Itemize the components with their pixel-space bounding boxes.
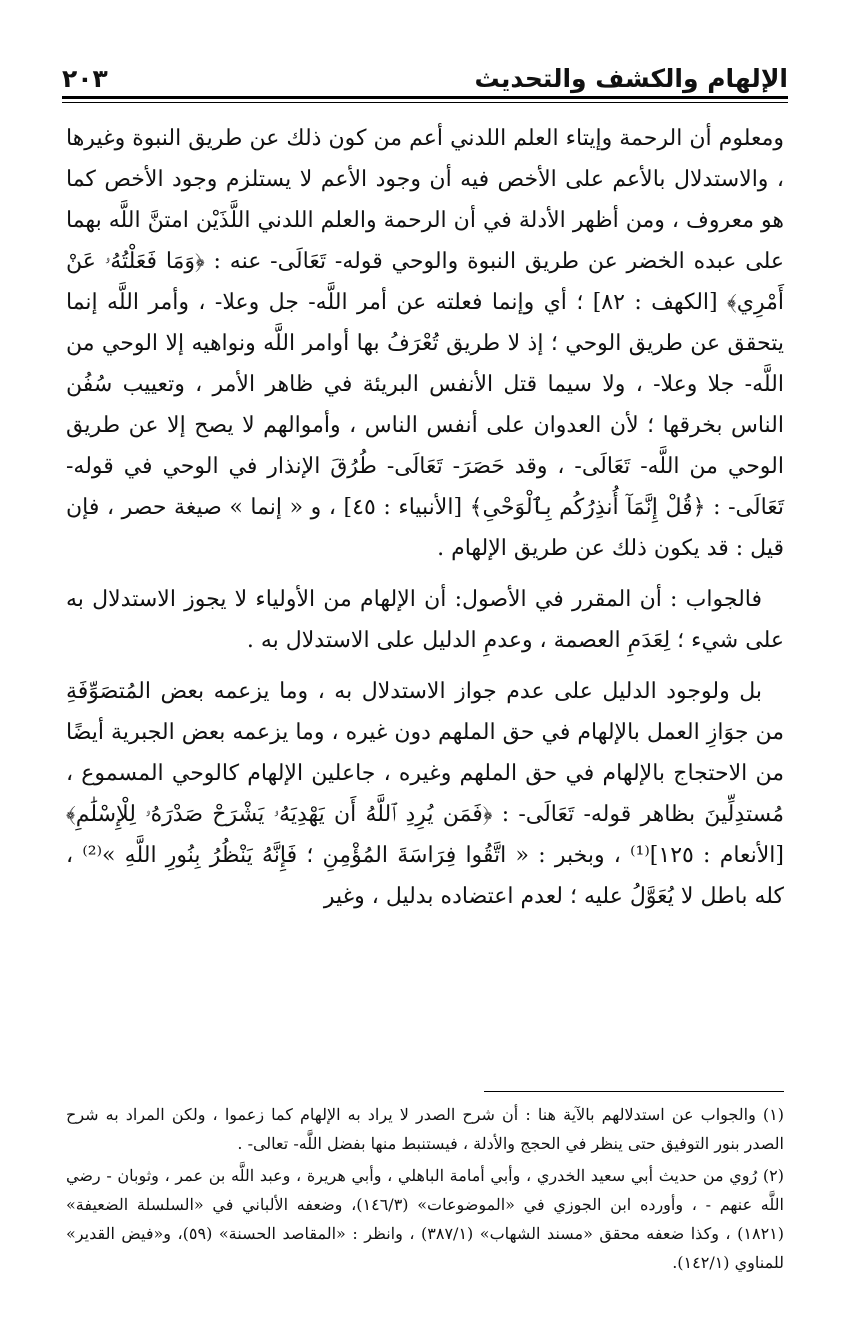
footnote-1: (١) والجواب عن استدلالهم بالآية هنا : أن شرح الصدر لا يراد به الإلهام كما زعموا ، ولكن المراد به شرح الصدر بنور التوفيق حتى ينظر في الحجج والأدلة ، فيستنبط منها بفضل اللَّه- تعالى- .: [66, 1105, 784, 1153]
paragraph-3: بل ولوجود الدليل على عدم جواز الاستدلال به ، وما يزعمه بعض المُتصَوِّفَةِ من جوَازِ العمل بالإلهام في حق الملهم دون غيره ، وما يزعمه بعض الجبرية أيضًا من الاحتجاج بالإلهام في حق الملهم وغيره ، جاعلين الإلهام كالوحي المسموع ، مُستدِلِّينَ بظاهر قوله- تَعَالَى- : ﴿فَمَن يُرِدِ ٱللَّهُ أَن يَهْدِيَهُۥ يَشْرَحْ صَدْرَهُۥ لِلْإِسْلَٰمِ﴾ [الأنعام : ١٢٥]⁽¹⁾ ، وبخبر : « اتَّقُوا فِرَاسَةَ المُؤْمِنِ ؛ فَإِنَّهُ يَنْظُرُ بِنُورِ اللَّهِ »⁽²⁾ ، كله باطل لا يُعَوَّلُ عليه ؛ لعدم اعتضاده بدليل ، وغير: [66, 679, 785, 909]
page-number: ٢٠٣: [62, 64, 108, 93]
paragraph-2: فالجواب : أن المقرر في الأصول: أن الإلهام من الأولياء لا يجوز الاستدلال به على شيء ؛ لِعَدَمِ العصمة ، وعدمِ الدليل على الاستدلال به .: [66, 587, 784, 653]
main-text: [66, 118, 784, 927]
running-title: الإلهام والكشف والتحديث: [474, 64, 788, 93]
header-rule-thin: [62, 102, 788, 103]
paragraph-1: ومعلوم أن الرحمة وإيتاء العلم اللدني أعم من كون ذلك عن طريق النبوة وغيرها ، والاستدلال بالأعم على الأخص فيه أن وجود الأعم لا يستلزم وجود الأخص كما هو معروف ، ومن أظهر الأدلة في أن الرحمة والعلم اللدني اللَّذَيْن امتنَّ اللَّه بهما على عبده الخضر عن طريق النبوة والوحي قوله- تَعَالَى- عنه : ﴿وَمَا فَعَلْتُهُۥ عَنْ أَمْرِي﴾ [الكهف : ٨٢] ؛ أي وإنما فعلته عن أمر اللَّه- جل وعلا- ، وأمر اللَّه إنما يتحقق عن طريق الوحي ؛ إذ لا طريق تُعْرَفُ بها أوامر اللَّه ونواهيه إلا الوحي من اللَّه- جلا وعلا- ، ولا سيما قتل الأنفس البريئة في ظاهر الأمر ، وتعييب سُفُن الناس بخرقها ؛ لأن العدوان على أنفس الناس ، وأموالهم لا يصح إلا عن طريق الوحي من اللَّه- تَعَالَى- ، وقد حَصَرَ- تَعَالَى- طُرُقَ الإنذار في الوحي في قوله- تَعَالَى- : ﴿قُلْ إِنَّمَآ أُنذِرُكُم بِٱلْوَحْىِ﴾ [الأنبياء : ٤٥] ، و « إنما » صيغة حصر ، فإن قيل : قد يكون ذلك عن طريق الإلهام .: [66, 126, 785, 561]
header-rule-thick: [62, 96, 788, 99]
footnotes: [66, 1100, 784, 1280]
footnote-separator: [484, 1091, 784, 1092]
footnote-2: (٢) رُوي من حديث أبي سعيد الخدري ، وأبي أمامة الباهلي ، وأبي هريرة ، وعبد اللَّه بن عمر ، وثوبان - رضي اللَّه عنهم - ، وأورده ابن الجوزي في «الموضوعات» (١٤٦/٣)، وضعفه الألباني في «السلسلة الضعيفة» (١٨٢١) ، وكذا ضعفه محقق «مسند الشهاب» (٣٨٧/١) ، وانظر : «المقاصد الحسنة» (٥٩)، و«فيض القدير» للمناوي (١٤٢/١).: [66, 1166, 784, 1272]
page-header: [62, 50, 788, 94]
